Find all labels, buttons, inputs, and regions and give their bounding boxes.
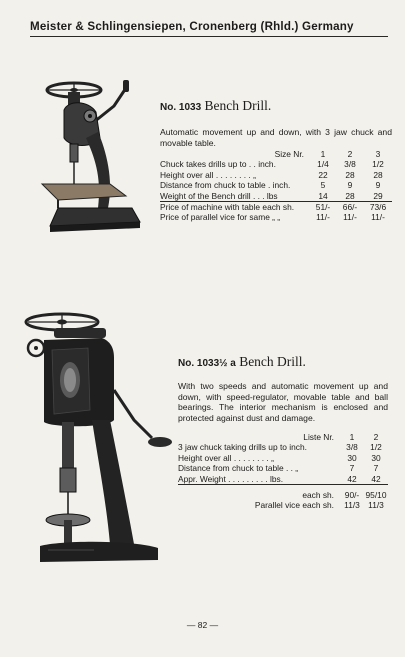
spec-label: Distance from chuck to table . . „ xyxy=(178,463,299,474)
page-header: Meister & Schlingensiepen, Cronenberg (Rhld.) Germany xyxy=(30,20,354,33)
price-row xyxy=(178,490,388,500)
product-1033-spec-table xyxy=(160,149,392,223)
spec-value: 7 xyxy=(349,463,355,474)
bench-drill-1033a-illustration xyxy=(22,310,172,570)
product-1033-title xyxy=(160,98,271,114)
price-value: 66/- xyxy=(342,202,358,213)
spec-row xyxy=(178,442,388,452)
price-row xyxy=(160,202,392,213)
spec-header-row xyxy=(160,149,392,159)
size-col: 1 xyxy=(320,149,326,159)
spec-value: 1/4 xyxy=(317,159,329,170)
spec-value: 22 xyxy=(318,169,328,180)
spec-value: 3/8 xyxy=(346,442,358,453)
price-value: 51/- xyxy=(315,202,331,213)
spec-row xyxy=(178,453,388,463)
price-label: Parallel vice each sh. xyxy=(254,500,334,511)
spec-label: Weight of the Bench drill . . . lbs xyxy=(160,191,310,202)
size-col: 2 xyxy=(373,432,379,442)
price-label: each sh. xyxy=(302,490,334,501)
spec-value: 42 xyxy=(364,474,388,485)
spec-label: Chuck takes drills up to . . inch. xyxy=(160,159,276,170)
price-value: 90/- xyxy=(344,490,360,501)
product-1033a-title xyxy=(178,354,306,370)
spec-row xyxy=(160,159,392,169)
spec-value: 9 xyxy=(347,180,353,191)
product-1033-name: Bench Drill. xyxy=(204,98,272,113)
bench-drill-1033-illustration xyxy=(28,76,148,236)
price-label: Price of parallel vice for same „ „ xyxy=(160,212,281,223)
spec-row xyxy=(178,463,388,473)
spec-label: 3 jaw chuck taking drills up to inch. xyxy=(178,442,307,453)
spec-value: 7 xyxy=(373,463,379,474)
price-value: 11/- xyxy=(371,212,385,223)
spec-value: 30 xyxy=(347,452,357,463)
product-1033a-description: With two speeds and automatic movement up and down, with speed-regulator, movable table and ball bearings. The interior mechanism is enclosed and protected against dust and damage. xyxy=(178,381,388,423)
page-number: — 82 — xyxy=(186,620,219,630)
spec-row xyxy=(160,191,392,202)
spec-value: 42 xyxy=(340,474,364,485)
price-row xyxy=(160,212,392,222)
price-value: 11/3 xyxy=(368,500,384,511)
spec-value: 5 xyxy=(320,180,326,191)
product-1033a-number: No. 1033½ a xyxy=(178,358,236,369)
spec-value: 28 xyxy=(373,169,383,180)
price-value: 95/10 xyxy=(365,490,387,501)
spec-row xyxy=(160,180,392,190)
product-1033-description: Automatic movement up and down, with 3 jaw chuck and movable table. xyxy=(160,127,392,148)
size-col: 3 xyxy=(375,149,381,159)
size-col: 2 xyxy=(347,149,353,159)
size-label: Size Nr. xyxy=(274,149,304,159)
spec-value: 28 xyxy=(336,191,364,202)
size-label: Liste Nr. xyxy=(303,432,334,442)
price-value: 11/3 xyxy=(344,500,360,511)
spec-header-row xyxy=(178,432,388,442)
spec-value: 9 xyxy=(375,180,381,191)
product-1033a-spec-table xyxy=(178,432,388,511)
price-label: Price of machine with table each sh. xyxy=(160,202,295,213)
spec-label: Height over all . . . . . . . . „ xyxy=(160,169,256,180)
spec-value: 14 xyxy=(310,191,336,202)
spec-label: Height over all . . . . . . . . „ xyxy=(178,452,274,463)
price-value: 11/- xyxy=(343,212,357,223)
product-1033-number: No. 1033 xyxy=(160,102,202,113)
spec-value: 29 xyxy=(364,191,392,202)
product-1033a-name: Bench Drill. xyxy=(239,354,306,369)
spec-value: 30 xyxy=(371,452,381,463)
spec-label: Distance from chuck to table . inch. xyxy=(160,180,291,191)
spec-value: 28 xyxy=(345,169,355,180)
price-row xyxy=(178,500,388,510)
size-col: 1 xyxy=(349,432,355,442)
header-rule xyxy=(30,36,388,37)
price-value: 73/6 xyxy=(369,202,387,213)
spec-row xyxy=(160,170,392,180)
spec-value: 1/2 xyxy=(372,159,384,170)
spec-value: 3/8 xyxy=(344,159,356,170)
price-value: 11/- xyxy=(316,212,330,223)
spec-value: 1/2 xyxy=(370,442,382,453)
spec-label: Appr. Weight . . . . . . . . . lbs. xyxy=(178,474,340,485)
spec-row xyxy=(178,474,388,485)
